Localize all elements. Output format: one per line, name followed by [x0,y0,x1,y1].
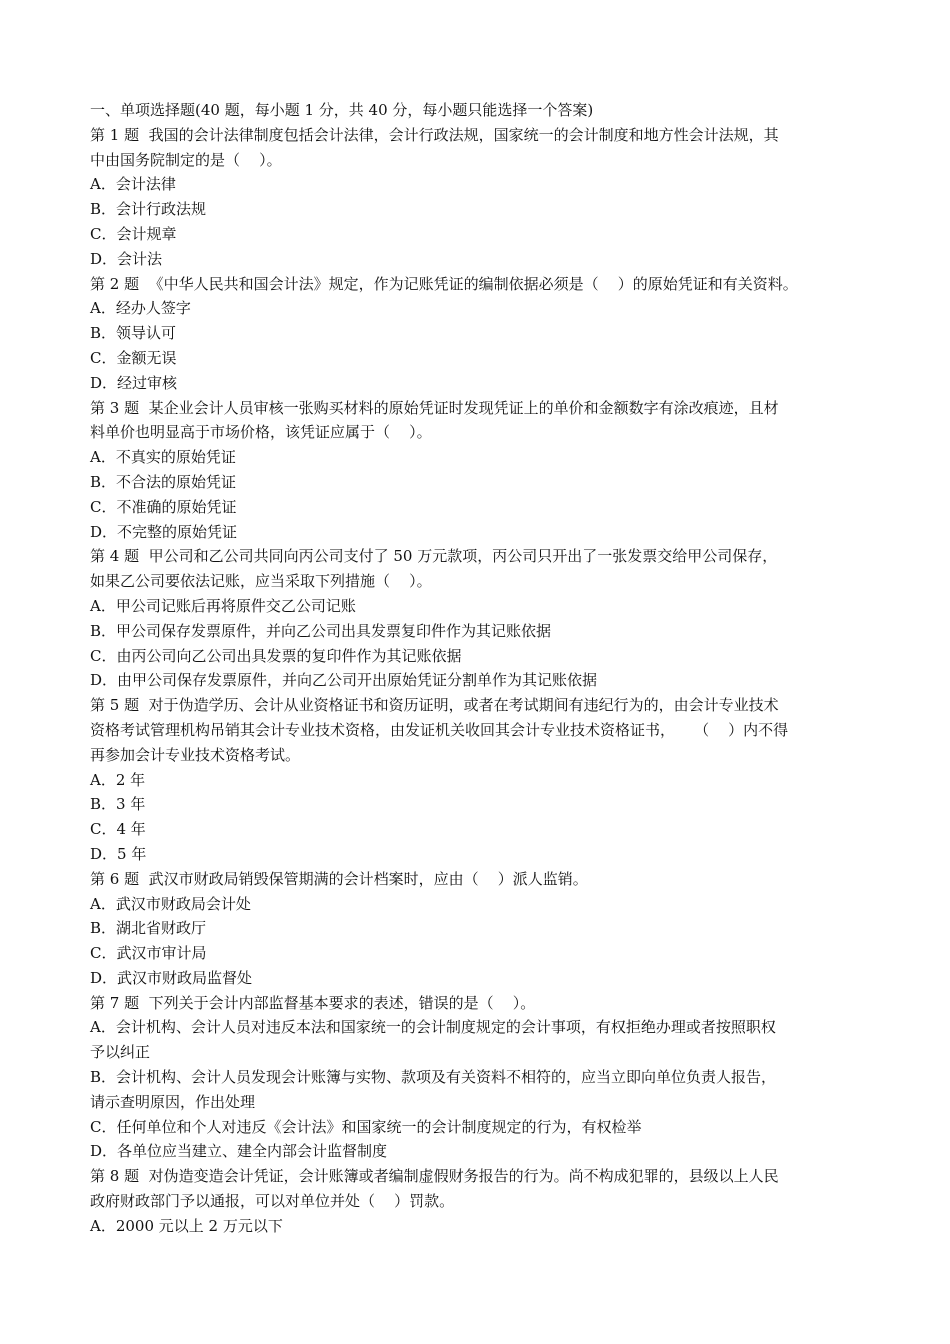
answer-option: B．甲公司保存发票原件，并向乙公司出具发票复印件作为其记账依据 [90,621,552,640]
answer-option: B．领导认可 [90,324,177,343]
question-stem-line: 第 1 题 我国的会计法律制度包括会计法律，会计行政法规，国家统一的会计制度和地方性会计法规，其 [90,125,779,144]
question-stem-line: 第 7 题 下列关于会计内部监督基本要求的表述，错误的是（ ）。 [90,993,536,1012]
question-stem-line: 第 3 题 某企业会计人员审核一张购买材料的原始凭证时发现凭证上的单价和金额数字有涂改痕迹，且材 [90,398,779,417]
question-list [90,123,870,1239]
answer-option: A．武汉市财政局会计处 [90,894,251,913]
question-4 [90,544,870,693]
answer-option: D．武汉市财政局监督处 [90,968,253,987]
answer-option: A．会计机构、会计人员对违反本法和国家统一的会计制度规定的会计事项，有权拒绝办理或者按照职权 [90,1018,776,1037]
answer-option: C．任何单位和个人对违反《会计法》和国家统一的会计制度规定的行为，有权检举 [90,1117,642,1136]
answer-option: B．不合法的原始凭证 [90,472,237,491]
answer-option: C．4 年 [90,820,146,839]
question-stem-line: 第 2 题 《中华人民共和国会计法》规定，作为记账凭证的编制依据必须是（ ）的原始凭证和有关资料。 [90,274,798,293]
question-stem-line: 政府财政部门予以通报，可以对单位并处（ ）罚款。 [90,1192,455,1211]
document-body [90,98,870,1239]
answer-option: C．金额无误 [90,348,177,367]
question-8 [90,1164,870,1238]
question-5 [90,693,870,867]
answer-option: C．由丙公司向乙公司出具发票的复印件作为其记账依据 [90,646,462,665]
section-header: 一、单项选择题(40 题，每小题 1 分，共 40 分，每小题只能选择一个答案) [90,101,594,119]
answer-option: D．5 年 [90,844,147,863]
answer-option: D．各单位应当建立、建全内部会计监督制度 [90,1142,388,1161]
question-stem-line: 第 4 题 甲公司和乙公司共同向丙公司支付了 50 万元款项，丙公司只开出了一张发票交给甲公司保存， [90,547,778,566]
answer-option: B．3 年 [90,795,146,814]
question-stem-line: 如果乙公司要依法记账，应当采取下列措施（ ）。 [90,572,432,591]
answer-option: A．经办人签字 [90,299,191,318]
answer-option: C．不准确的原始凭证 [90,497,237,516]
question-stem-line: 再参加会计专业技术资格考试。 [90,745,301,764]
question-3 [90,396,870,545]
answer-option: C．会计规章 [90,224,177,243]
question-stem-line: 第 8 题 对伪造变造会计凭证，会计账簿或者编制虚假财务报告的行为。尚不构成犯罪的，县级以上人民 [90,1167,779,1186]
answer-option: D．不完整的原始凭证 [90,522,238,541]
question-6 [90,867,870,991]
answer-option: A．甲公司记账后再将原件交乙公司记账 [90,596,356,615]
question-7 [90,991,870,1165]
answer-option: D．由甲公司保存发票原件，并向乙公司开出原始凭证分割单作为其记账依据 [90,671,598,690]
answer-option: D．会计法 [90,249,163,268]
answer-option: C．武汉市审计局 [90,944,207,963]
question-stem-line: 料单价也明显高于市场价格，该凭证应属于（ ）。 [90,423,432,442]
answer-option: 予以纠正 [90,1043,151,1062]
answer-option: B．会计机构、会计人员发现会计账簿与实物、款项及有关资料不相符的，应当立即向单位负责人报告， [90,1068,777,1087]
answer-option: D．经过审核 [90,373,178,392]
question-stem-line: 第 6 题 武汉市财政局销毁保管期满的会计档案时，应由（ ）派人监销。 [90,869,588,888]
answer-option: B．湖北省财政厅 [90,919,207,938]
answer-option: A．2 年 [90,770,146,789]
answer-option: B．会计行政法规 [90,200,207,219]
answer-option: A．2000 元以上 2 万元以下 [90,1216,283,1235]
question-stem-line: 中由国务院制定的是（ ）。 [90,150,282,169]
question-2 [90,272,870,396]
question-stem-line: 资格考试管理机构吊销其会计专业技术资格，由发证机关收回其会计专业技术资格证书， （ ）内不得 [90,720,789,739]
answer-option: 请示查明原因，作出处理 [90,1092,256,1111]
answer-option: A．会计法律 [90,175,176,194]
answer-option: A．不真实的原始凭证 [90,448,236,467]
question-stem-line: 第 5 题 对于伪造学历、会计从业资格证书和资历证明，或者在考试期间有违纪行为的，由会计专业技术 [90,696,779,715]
question-1 [90,123,870,272]
